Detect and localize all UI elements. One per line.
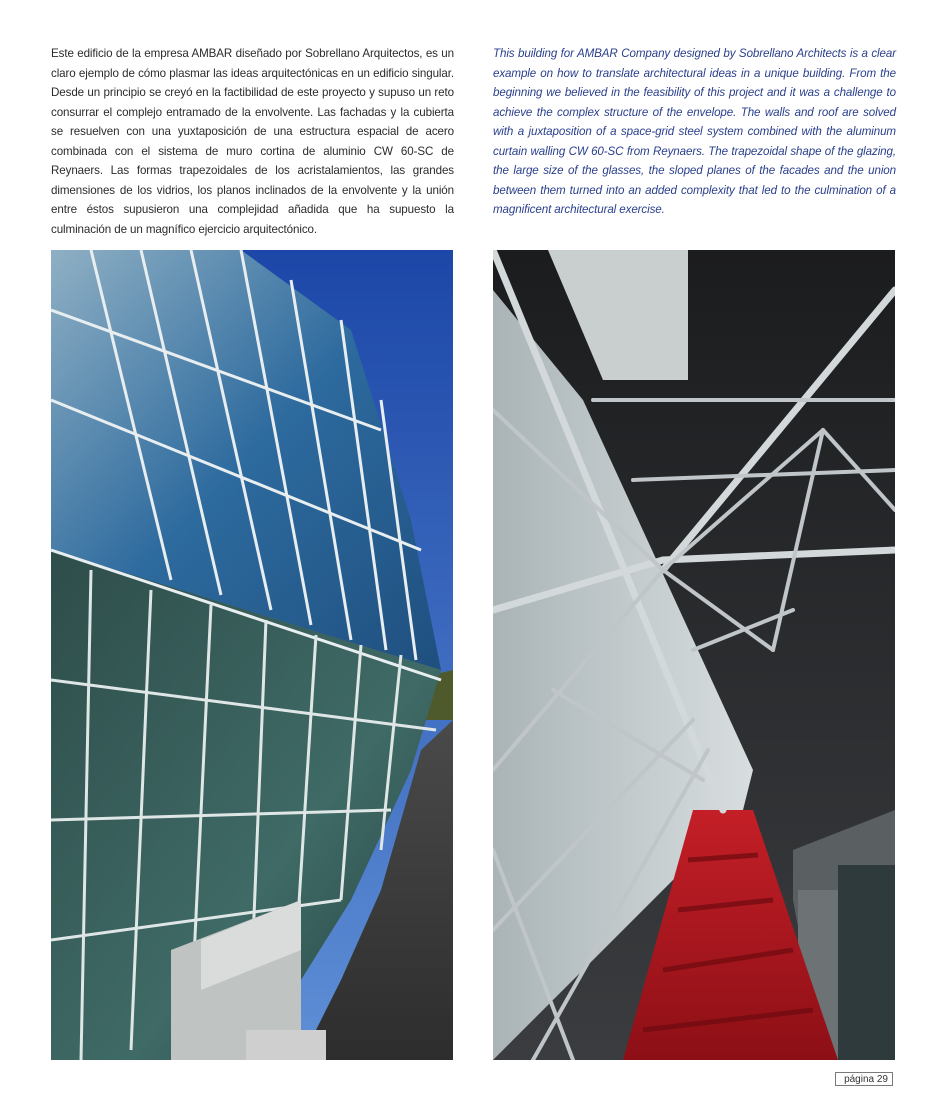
english-paragraph: This building for AMBAR Company designed by Sobrellano Architects is a clear example on how to translate architectural ideas in a unique building. From the beginning we believed in the feasibility of this project and it was a challenge to achieve the complex structure of the envelope. The walls and roof are solved with a juxtaposition of a space-grid steel system combined with the aluminum curtain walling CW 60-SC from Reynaers. The trapezoidal shape of the glazing, the large size of the glasses, the sloped planes of the facades and the union between them turned into an added complexity that led to the culmination of a magnificent architectural exercise.: [493, 47, 896, 216]
exterior-facade-photo: [51, 250, 453, 1060]
page-number: página 29: [835, 1072, 893, 1086]
spanish-paragraph: Este edificio de la empresa AMBAR diseñado por Sobrellano Arquitectos, es un claro ejemplo de cómo plasmar las ideas arquitectónicas en un edificio singular. Desde un principio se creyó en la factibilidad de este proyecto y supuso un reto consurrar el complejo entramado de la envolvente. Las fachadas y la cubierta se resuelven con una yuxtaposición de una estructura espacial de acero combinada con el sistema de muro cortina de aluminio CW 60-SC de Reynaers. Las formas trapezoidales de los acristalamientos, las grandes dimensiones de los vidrios, los planos inclinados de la envolvente y la unión entre éstos supusieron una complejidad añadida que ha supuesto la culminación de un magnífico ejercicio arquitectónico.: [51, 47, 454, 236]
interior-corridor-photo: [493, 250, 895, 1060]
